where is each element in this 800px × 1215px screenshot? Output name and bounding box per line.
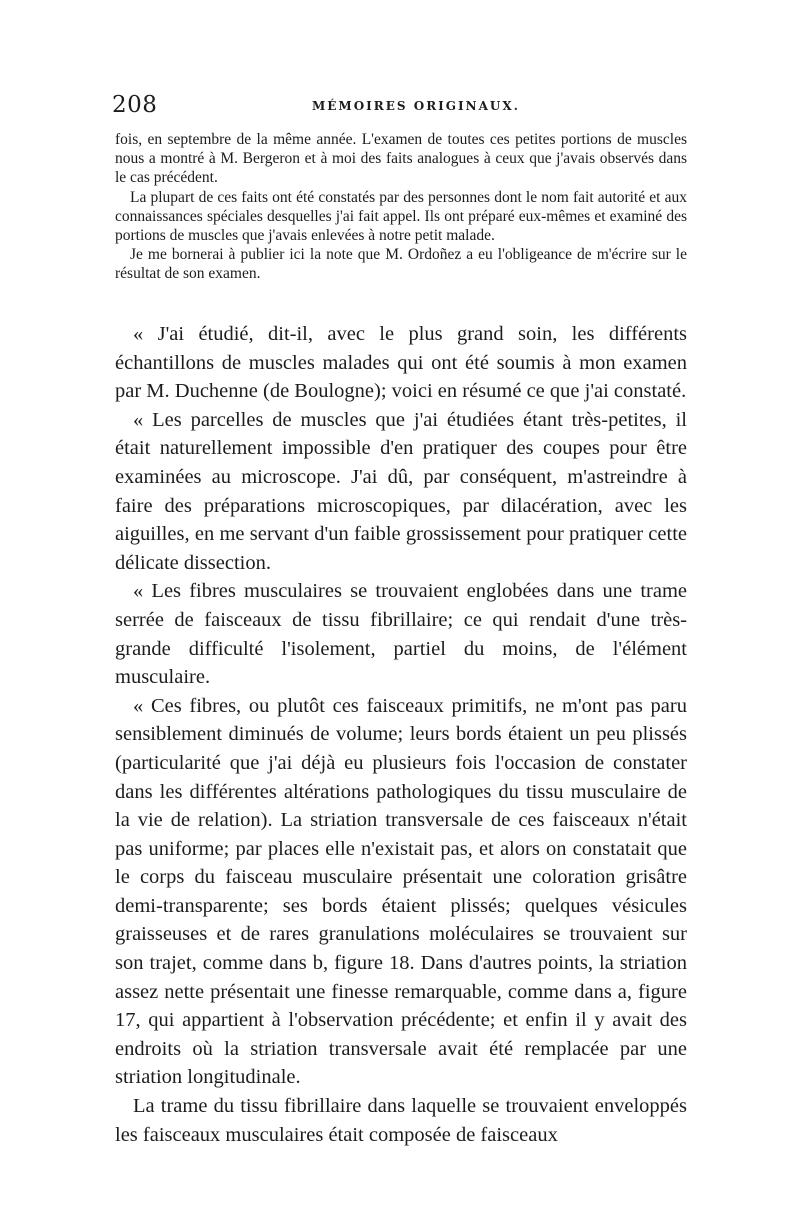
page-number: 208 bbox=[112, 92, 158, 118]
body-paragraph: La trame du tissu fibrillaire dans laquelle se trouvaient enveloppés les faisceaux musculaires était composée de faisceaux bbox=[115, 1095, 687, 1146]
small-paragraph: fois, en septembre de la même année. L'examen de toutes ces petites portions de muscles nous a montré à M. Bergeron et à moi des faits analogues à ceux que j'avais observés dans le cas précédent. bbox=[115, 131, 687, 187]
small-paragraph: Je me bornerai à publier ici la note que M. Ordoñez a eu l'obligeance de m'écrire sur le résultat de son examen. bbox=[115, 246, 687, 283]
main-text-section bbox=[115, 320, 687, 1149]
running-head: MÉMOIRES ORIGINAUX. bbox=[312, 99, 520, 113]
page-header bbox=[112, 92, 687, 122]
body-paragraph: « Ces fibres, ou plutôt ces faisceaux primitifs, ne m'ont pas paru sensiblement diminués de volume; leurs bords étaient un peu plissés (particularité que j'ai déjà eu plusieurs fois l'occasion de constater dans les différentes altérations pathologiques du tissu musculaire de la vie de relation). La striation transversale de ces faisceaux n'était pas uniforme; par places elle n'existait pas, et alors on constatait que le corps du faisceau musculaire présentait une coloration grisâtre demi-transparente; ses bords étaient plissés; quelques vésicules graisseuses et de rares granulations moléculaires se trouvaient sur son trajet, comme dans b, figure 18. Dans d'autres points, la striation assez nette présentait une finesse remarquable, comme dans a, figure 17, qui appartient à l'observation précédente; et enfin il y avait des endroits où la striation transversale avait été remplacée par une striation longitudinale. bbox=[115, 694, 687, 1089]
small-paragraph: La plupart de ces faits ont été constatés par des personnes dont le nom fait autorité et aux connaissances spéciales desquelles j'ai fait appel. Ils ont préparé eux-mêmes et examiné des portions de muscles que j'avais enlevées à notre petit malade. bbox=[115, 188, 687, 245]
body-paragraph: « J'ai étudié, dit-il, avec le plus grand soin, les différents échantillons de muscles malades qui ont été soumis à mon examen par M. Duchenne (de Boulogne); voici en résumé ce que j'ai constaté. bbox=[115, 323, 687, 403]
small-print-section bbox=[115, 130, 687, 284]
body-paragraph: « Les parcelles de muscles que j'ai étudiées étant très-petites, il était naturellement impossible d'en pratiquer des coupes pour être examinées au microscope. J'ai dû, par conséquent, m'astreindre à faire des préparations microscopiques, par dilacération, avec les aiguilles, en me servant d'un faible grossissement pour pratiquer cette délicate dissection. bbox=[115, 408, 687, 574]
body-paragraph: « Les fibres musculaires se trouvaient englobées dans une trame serrée de faisceaux de tissu fibrillaire; ce qui rendait d'une très-grande difficulté l'isolement, partiel du moins, de l'élément musculaire. bbox=[115, 580, 687, 689]
